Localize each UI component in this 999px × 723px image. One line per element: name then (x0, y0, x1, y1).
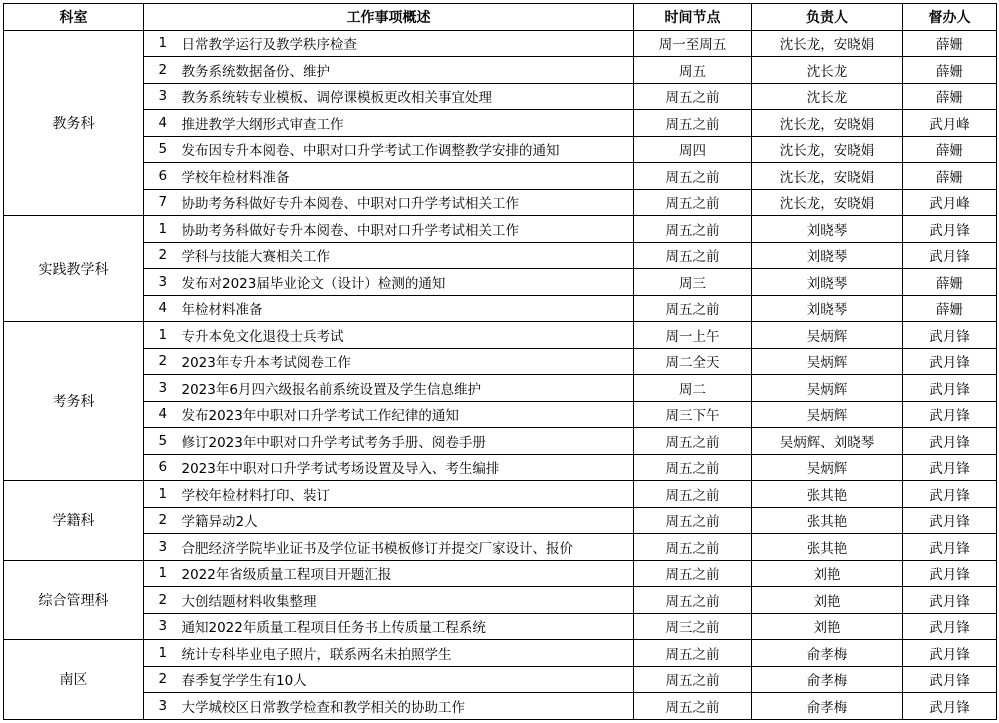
item-time: 周三 (634, 269, 752, 296)
table-row (4, 507, 997, 534)
item-supervisor: 武月锋 (903, 348, 997, 375)
item-time: 周五之前 (634, 507, 752, 534)
item-description: 专升本免文化退役士兵考试 (182, 322, 634, 349)
item-number: 6 (144, 454, 182, 481)
item-supervisor: 武月锋 (903, 454, 997, 481)
item-supervisor: 武月锋 (903, 640, 997, 667)
item-description: 统计专科毕业电子照片，联系两名未拍照学生 (182, 640, 634, 667)
table-row (4, 242, 997, 269)
item-description: 协助考务科做好专升本阅卷、中职对口升学考试相关工作 (182, 216, 634, 243)
item-description: 推进教学大纲形式审查工作 (182, 110, 634, 137)
item-number: 2 (144, 348, 182, 375)
item-owner: 吴炳辉 (752, 348, 903, 375)
item-owner: 俞孝梅 (752, 666, 903, 693)
item-owner: 刘艳 (752, 587, 903, 614)
item-number: 4 (144, 295, 182, 322)
item-time: 周五之前 (634, 666, 752, 693)
item-time: 周五之前 (634, 110, 752, 137)
item-supervisor: 武月锋 (903, 666, 997, 693)
header-dept: 科室 (4, 4, 144, 31)
header-time: 时间节点 (634, 4, 752, 31)
item-owner: 俞孝梅 (752, 693, 903, 720)
header-row (4, 4, 997, 31)
item-description: 发布因专升本阅卷、中职对口升学考试工作调整教学安排的通知 (182, 136, 634, 163)
table-row (4, 693, 997, 720)
item-number: 1 (144, 640, 182, 667)
item-supervisor: 武月锋 (903, 587, 997, 614)
header-desc: 工作事项概述 (144, 4, 634, 31)
item-time: 周五之前 (634, 163, 752, 190)
item-number: 3 (144, 83, 182, 110)
item-time: 周五之前 (634, 481, 752, 508)
item-number: 3 (144, 269, 182, 296)
item-owner: 张其艳 (752, 507, 903, 534)
item-owner: 刘晓琴 (752, 242, 903, 269)
item-owner: 沈长龙，安晓娟 (752, 110, 903, 137)
item-number: 2 (144, 242, 182, 269)
table-row (4, 534, 997, 561)
table-row (4, 295, 997, 322)
item-description: 通知2022年质量工程项目任务书上传质量工程系统 (182, 613, 634, 640)
item-time: 周五之前 (634, 189, 752, 216)
item-description: 教务系统转专业模板、调停课模板更改相关事宜处理 (182, 83, 634, 110)
item-owner: 张其艳 (752, 481, 903, 508)
item-number: 3 (144, 534, 182, 561)
table-row (4, 454, 997, 481)
item-number: 3 (144, 375, 182, 402)
item-time: 周五之前 (634, 587, 752, 614)
item-description: 春季复学学生有10人 (182, 666, 634, 693)
item-owner: 吴炳辉 (752, 375, 903, 402)
item-number: 4 (144, 110, 182, 137)
item-description: 2023年专升本考试阅卷工作 (182, 348, 634, 375)
item-time: 周三下午 (634, 401, 752, 428)
item-number: 7 (144, 189, 182, 216)
item-owner: 刘晓琴 (752, 295, 903, 322)
item-time: 周五之前 (634, 428, 752, 455)
table-row (4, 83, 997, 110)
table-row (4, 560, 997, 587)
item-description: 合肥经济学院毕业证书及学位证书模板修订并提交厂家设计、报价 (182, 534, 634, 561)
item-description: 发布对2023届毕业论文（设计）检测的通知 (182, 269, 634, 296)
table-row (4, 269, 997, 296)
item-owner: 俞孝梅 (752, 640, 903, 667)
item-number: 1 (144, 560, 182, 587)
item-time: 周五之前 (634, 560, 752, 587)
item-supervisor: 薛姗 (903, 163, 997, 190)
item-owner: 刘晓琴 (752, 269, 903, 296)
dept-cell: 实践教学科 (4, 216, 144, 322)
item-supervisor: 武月峰 (903, 189, 997, 216)
item-time: 周五之前 (634, 216, 752, 243)
item-number: 2 (144, 57, 182, 84)
table-row (4, 110, 997, 137)
item-owner: 沈长龙，安晓娟 (752, 189, 903, 216)
table-body (4, 30, 997, 719)
item-description: 修订2023年中职对口升学考试考务手册、阅卷手册 (182, 428, 634, 455)
item-number: 2 (144, 666, 182, 693)
item-description: 日常教学运行及教学秩序检查 (182, 30, 634, 57)
item-number: 2 (144, 507, 182, 534)
table-row (4, 163, 997, 190)
item-description: 协助考务科做好专升本阅卷、中职对口升学考试相关工作 (182, 189, 634, 216)
table-row (4, 189, 997, 216)
item-supervisor: 武月锋 (903, 693, 997, 720)
item-supervisor: 武月锋 (903, 322, 997, 349)
item-supervisor: 武月锋 (903, 481, 997, 508)
item-number: 1 (144, 216, 182, 243)
item-description: 大创结题材料收集整理 (182, 587, 634, 614)
item-number: 5 (144, 428, 182, 455)
table-row (4, 30, 997, 57)
table-row (4, 587, 997, 614)
item-number: 6 (144, 163, 182, 190)
table-row (4, 57, 997, 84)
item-number: 1 (144, 30, 182, 57)
item-number: 1 (144, 322, 182, 349)
table-row (4, 401, 997, 428)
item-owner: 张其艳 (752, 534, 903, 561)
item-supervisor: 武月锋 (903, 242, 997, 269)
item-owner: 沈长龙，安晓娟 (752, 163, 903, 190)
item-description: 学校年检材料准备 (182, 163, 634, 190)
item-time: 周五之前 (634, 534, 752, 561)
item-owner: 刘晓琴 (752, 216, 903, 243)
item-description: 2023年中职对口升学考试考场设置及导入、考生编排 (182, 454, 634, 481)
item-number: 4 (144, 401, 182, 428)
table-row (4, 136, 997, 163)
item-supervisor: 武月锋 (903, 613, 997, 640)
item-number: 3 (144, 613, 182, 640)
item-supervisor: 武月峰 (903, 110, 997, 137)
item-number: 1 (144, 481, 182, 508)
item-time: 周二全天 (634, 348, 752, 375)
item-supervisor: 薛姗 (903, 57, 997, 84)
item-description: 学科与技能大赛相关工作 (182, 242, 634, 269)
work-schedule-table (3, 3, 997, 720)
item-owner: 吴炳辉 (752, 401, 903, 428)
item-time: 周五之前 (634, 295, 752, 322)
item-supervisor: 武月锋 (903, 507, 997, 534)
item-description: 2023年6月四六级报名前系统设置及学生信息维护 (182, 375, 634, 402)
item-time: 周五之前 (634, 693, 752, 720)
table-row (4, 481, 997, 508)
item-owner: 吴炳辉、刘晓琴 (752, 428, 903, 455)
item-number: 2 (144, 587, 182, 614)
item-description: 2022年省级质量工程项目开题汇报 (182, 560, 634, 587)
item-description: 学校年检材料打印、装订 (182, 481, 634, 508)
table-row (4, 216, 997, 243)
table-row (4, 348, 997, 375)
item-supervisor: 薛姗 (903, 83, 997, 110)
table-row (4, 428, 997, 455)
item-owner: 沈长龙，安晓娟 (752, 136, 903, 163)
item-time: 周二 (634, 375, 752, 402)
table-row (4, 375, 997, 402)
item-owner: 刘艳 (752, 613, 903, 640)
dept-cell: 教务科 (4, 30, 144, 216)
item-time: 周三之前 (634, 613, 752, 640)
dept-cell: 综合管理科 (4, 560, 144, 640)
dept-cell: 考务科 (4, 322, 144, 481)
table-row (4, 613, 997, 640)
item-owner: 沈长龙，安晓娟 (752, 30, 903, 57)
item-supervisor: 武月锋 (903, 401, 997, 428)
item-description: 学籍异动2人 (182, 507, 634, 534)
header-owner: 负责人 (752, 4, 903, 31)
item-supervisor: 武月锋 (903, 534, 997, 561)
item-supervisor: 武月锋 (903, 216, 997, 243)
item-owner: 吴炳辉 (752, 322, 903, 349)
item-description: 大学城校区日常教学检查和教学相关的协助工作 (182, 693, 634, 720)
dept-cell: 学籍科 (4, 481, 144, 561)
dept-cell: 南区 (4, 640, 144, 720)
item-owner: 沈长龙 (752, 57, 903, 84)
table-row (4, 322, 997, 349)
item-supervisor: 武月锋 (903, 375, 997, 402)
item-supervisor: 薛姗 (903, 295, 997, 322)
item-time: 周五之前 (634, 454, 752, 481)
item-owner: 刘艳 (752, 560, 903, 587)
item-description: 发布2023年中职对口升学考试工作纪律的通知 (182, 401, 634, 428)
item-time: 周四 (634, 136, 752, 163)
item-supervisor: 武月锋 (903, 560, 997, 587)
item-time: 周一上午 (634, 322, 752, 349)
header-supervisor: 督办人 (903, 4, 997, 31)
item-number: 3 (144, 693, 182, 720)
item-owner: 吴炳辉 (752, 454, 903, 481)
item-number: 5 (144, 136, 182, 163)
item-time: 周五 (634, 57, 752, 84)
item-supervisor: 薛姗 (903, 136, 997, 163)
item-time: 周一至周五 (634, 30, 752, 57)
table-row (4, 666, 997, 693)
item-time: 周五之前 (634, 640, 752, 667)
item-owner: 沈长龙 (752, 83, 903, 110)
item-supervisor: 薛姗 (903, 30, 997, 57)
item-supervisor: 薛姗 (903, 269, 997, 296)
table-row (4, 640, 997, 667)
item-description: 教务系统数据备份、维护 (182, 57, 634, 84)
item-description: 年检材料准备 (182, 295, 634, 322)
item-time: 周五之前 (634, 242, 752, 269)
item-supervisor: 武月锋 (903, 428, 997, 455)
item-time: 周五之前 (634, 83, 752, 110)
